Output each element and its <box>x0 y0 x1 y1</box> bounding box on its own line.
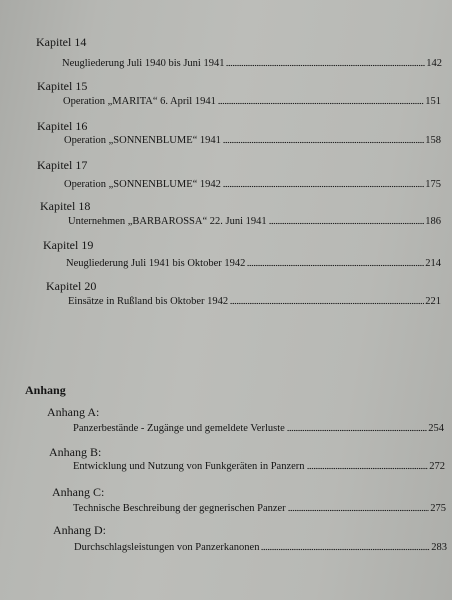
chapter-label: Kapitel 16 <box>37 119 88 133</box>
entry-title: Operation „SONNENBLUME“ 1942 <box>64 179 221 190</box>
dot-leader <box>269 222 425 225</box>
entry-title: Einsätze in Rußland bis Oktober 1942 <box>68 296 229 307</box>
page-number: 272 <box>429 461 445 472</box>
toc-entry[interactable] <box>73 460 445 473</box>
toc-entry[interactable] <box>63 95 441 108</box>
page-number: 186 <box>425 216 441 227</box>
appendix-label: Anhang A: <box>47 405 100 419</box>
page-number: 254 <box>428 423 444 434</box>
entry-title: Entwicklung und Nutzung von Funkgeräten in Panzern <box>73 461 305 472</box>
chapter-label: Kapitel 18 <box>40 199 91 213</box>
dot-leader <box>226 64 425 67</box>
dot-leader <box>307 467 429 470</box>
toc-entry[interactable] <box>68 295 441 308</box>
entry-title: Operation „MARITA“ 6. April 1941 <box>63 96 216 107</box>
page-number: 221 <box>425 296 441 307</box>
dot-leader <box>223 141 424 144</box>
chapter-label: Kapitel 17 <box>37 158 88 172</box>
entry-title: Durchschlagsleistungen von Panzerkanonen <box>74 542 260 553</box>
chapter-label: Kapitel 20 <box>46 279 97 293</box>
page-number: 151 <box>425 96 441 107</box>
entry-title: Panzerbestände - Zugänge und gemeldete Verluste <box>73 423 285 434</box>
page-number: 142 <box>426 58 442 69</box>
page-number: 283 <box>431 542 447 553</box>
chapter-label: Kapitel 14 <box>36 35 87 49</box>
dot-leader <box>218 102 424 105</box>
toc-entry[interactable] <box>62 57 442 70</box>
dot-leader <box>287 429 427 432</box>
appendix-label: Anhang B: <box>49 445 102 459</box>
page-number: 158 <box>425 135 441 146</box>
dot-leader <box>230 302 424 305</box>
appendix-heading: Anhang <box>25 383 66 397</box>
toc-entry[interactable] <box>66 257 441 270</box>
page-number: 275 <box>430 503 446 514</box>
appendix-label: Anhang C: <box>52 485 105 499</box>
entry-title: Technische Beschreibung der gegnerischen Panzer <box>73 503 286 514</box>
dot-leader <box>247 264 424 267</box>
toc-entry[interactable] <box>73 502 446 515</box>
entry-title: Operation „SONNENBLUME“ 1941 <box>64 135 221 146</box>
dot-leader <box>261 548 430 551</box>
toc-entry[interactable] <box>73 422 444 435</box>
toc-entry[interactable] <box>64 134 441 147</box>
page-number: 214 <box>425 258 441 269</box>
chapter-label: Kapitel 15 <box>37 79 88 93</box>
toc-entry[interactable] <box>68 215 441 228</box>
dot-leader <box>223 185 424 188</box>
entry-title: Neugliederung Juli 1941 bis Oktober 1942 <box>66 258 246 269</box>
toc-entry[interactable] <box>74 541 447 554</box>
entry-title: Unternehmen „BARBAROSSA“ 22. Juni 1941 <box>68 216 267 227</box>
page-number: 175 <box>425 179 441 190</box>
dot-leader <box>288 509 430 512</box>
chapter-label: Kapitel 19 <box>43 238 94 252</box>
toc-entry[interactable] <box>64 178 441 191</box>
appendix-label: Anhang D: <box>53 523 106 537</box>
entry-title: Neugliederung Juli 1940 bis Juni 1941 <box>62 58 225 69</box>
